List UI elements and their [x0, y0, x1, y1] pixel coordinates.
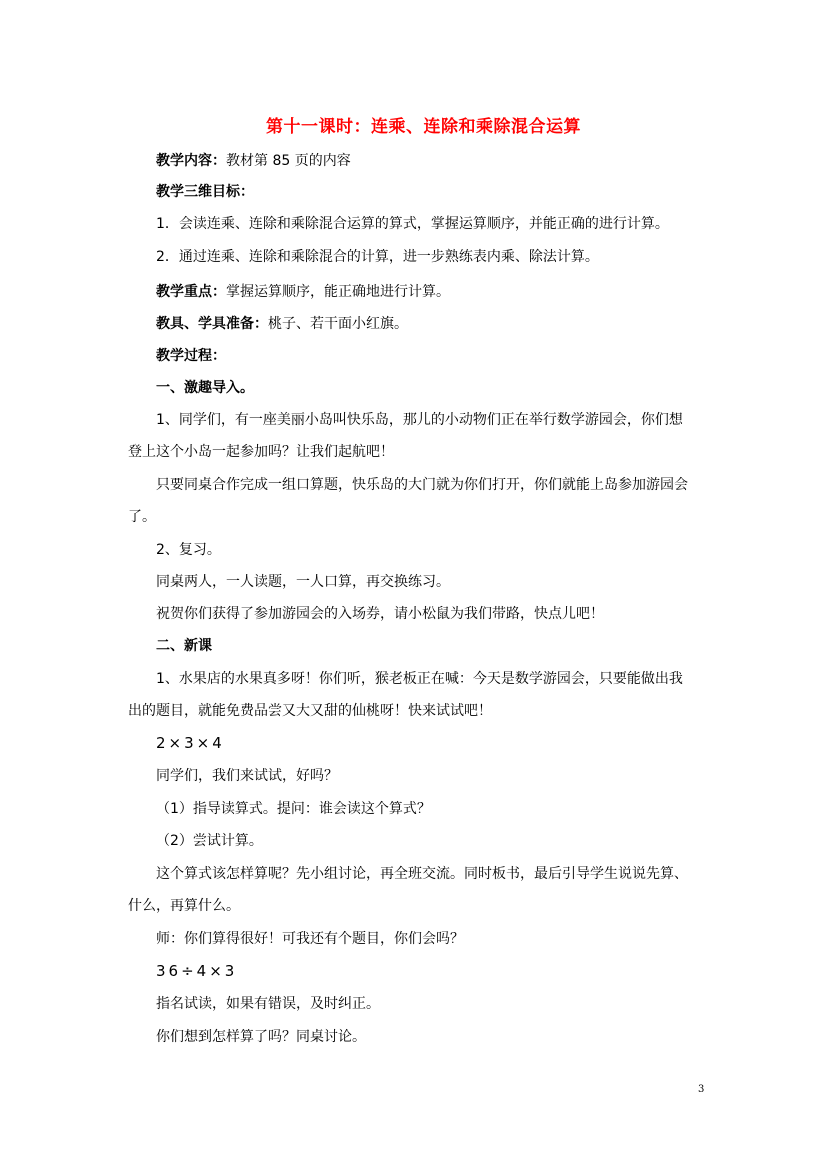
teaching-content-text: 教材第 85 页的内容	[226, 153, 351, 169]
paragraph-2-line-2: 了。	[128, 509, 156, 525]
goals-heading: 教学三维目标：	[156, 184, 254, 200]
goal-1: 1．会读连乘、连除和乘除混合运算的算式，掌握运算顺序，并能正确的进行计算。	[156, 216, 669, 232]
teaching-focus-text: 掌握运算顺序，能正确地进行计算。	[226, 284, 450, 300]
goal-2: 2．通过连乘、连除和乘除混合的计算，进一步熟练表内乘、除法计算。	[156, 249, 599, 265]
teaching-tools-label: 教具、学具准备：	[156, 316, 268, 332]
paragraph-9: （2）尝试计算。	[156, 833, 263, 849]
paragraph-4: 同桌两人，一人读题，一人口算，再交换练习。	[156, 574, 450, 590]
paragraph-11: 师：你们算得很好！可我还有个题目，你们会吗？	[156, 931, 464, 947]
teaching-focus-label: 教学重点：	[156, 284, 226, 300]
paragraph-6-line-1: 1、水果店的水果真多呀！你们听，猴老板正在喊：今天是数学游园会，只要能做出我	[156, 671, 683, 687]
teaching-content-label: 教学内容：	[156, 153, 226, 169]
paragraph-12: 指名试读，如果有错误，及时纠正。	[156, 996, 380, 1012]
expression-2: 36÷4×3	[156, 962, 238, 980]
paragraph-7: 同学们，我们来试试，好吗？	[156, 768, 338, 784]
teaching-tools-text: 桃子、若干面小红旗。	[268, 316, 408, 332]
lesson-title: 第十一课时：连乘、连除和乘除混合运算	[266, 117, 581, 137]
page-number: 3	[698, 1084, 705, 1095]
teaching-focus-line	[156, 282, 450, 302]
section-1-heading: 一、激趣导入。	[156, 380, 254, 396]
section-2-heading: 二、新课	[156, 638, 212, 654]
paragraph-3: 2、复习。	[156, 542, 221, 558]
paragraph-2-line-1: 只要同桌合作完成一组口算题，快乐岛的大门就为你们打开，你们就能上岛参加游园会	[156, 477, 688, 493]
paragraph-1-line-2: 登上这个小岛一起参加吗？让我们起航吧！	[128, 444, 394, 460]
paragraph-8: （1）指导读算式。提问：谁会读这个算式？	[156, 801, 431, 817]
paragraph-10-line-1: 这个算式该怎样算呢？先小组讨论，再全班交流。同时板书，最后引导学生说说先算、	[156, 866, 688, 882]
process-heading: 教学过程：	[156, 348, 226, 364]
paragraph-5: 祝贺你们获得了参加游园会的入场券，请小松鼠为我们带路，快点儿吧！	[156, 606, 604, 622]
paragraph-10-line-2: 什么，再算什么。	[128, 898, 240, 914]
paragraph-13: 你们想到怎样算了吗？同桌讨论。	[156, 1029, 366, 1045]
teaching-content-line	[156, 151, 351, 171]
expression-1: 2×3×4	[156, 734, 225, 752]
paragraph-6-line-2: 出的题目，就能免费品尝又大又甜的仙桃呀！快来试试吧！	[128, 703, 492, 719]
teaching-tools-line	[156, 314, 408, 334]
paragraph-1-line-1: 1、同学们，有一座美丽小岛叫快乐岛，那儿的小动物们正在举行数学游园会，你们想	[156, 412, 683, 428]
